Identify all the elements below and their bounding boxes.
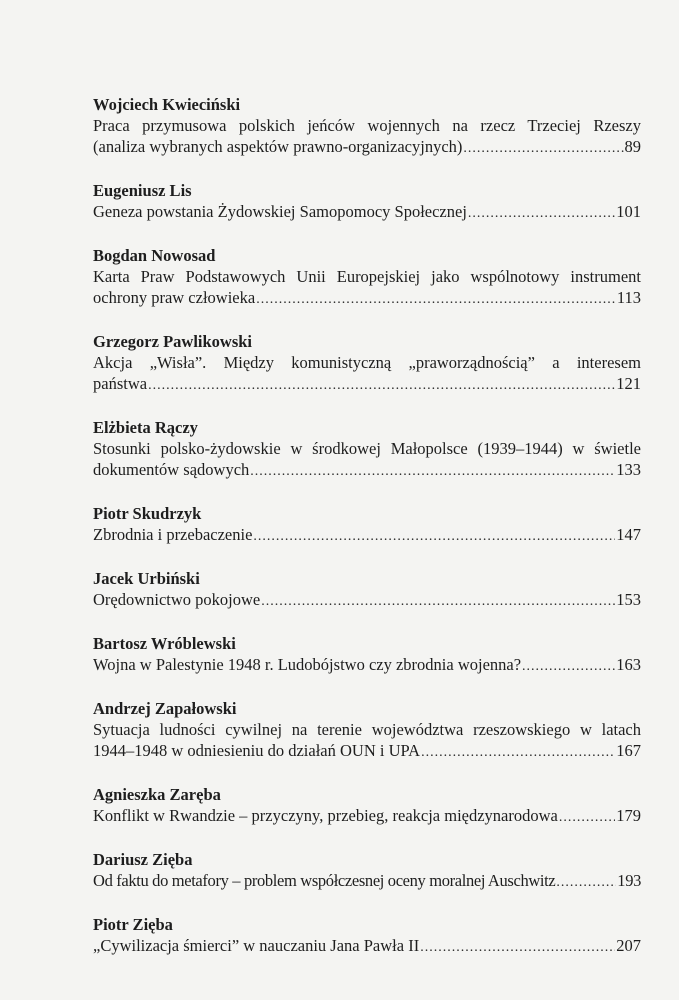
dot-leader xyxy=(421,742,615,763)
entry-page-number: 193 xyxy=(617,871,641,890)
entry-page-number: 167 xyxy=(616,741,641,760)
entry-title: Orędownictwo pokojowe xyxy=(93,590,261,609)
table-of-contents xyxy=(93,95,641,956)
entry-title-last-line xyxy=(93,740,641,761)
entry-page-number: 153 xyxy=(616,590,641,609)
entry-page-number: 147 xyxy=(616,525,641,544)
dot-leader xyxy=(253,526,615,547)
entry-author: Grzegorz Pawlikowski xyxy=(93,332,253,351)
entry-title: Wojna w Palestynie 1948 r. Ludobójstwo czy zbrodnia wojenna? xyxy=(93,655,522,674)
entry-page-number: 179 xyxy=(616,806,641,825)
dot-leader xyxy=(468,203,615,224)
entry-author: Bogdan Nowosad xyxy=(93,246,216,265)
entry-title-last-line xyxy=(93,589,641,610)
dot-leader xyxy=(559,807,615,828)
toc-entry xyxy=(93,246,641,308)
entry-title: Od faktu do metafory – problem współczesnej oceny moralnej Auschwitz xyxy=(93,871,556,890)
dot-leader xyxy=(250,461,615,482)
toc-entry xyxy=(93,915,641,956)
entry-title-last-line xyxy=(93,136,641,157)
entry-title: Geneza powstania Żydowskiej Samopomocy Społecznej xyxy=(93,202,467,221)
entry-title-line: Akcja „Wisła”. Między komunistyczną „praworządnością” a interesem xyxy=(93,353,641,372)
entry-title-last-line xyxy=(93,201,641,222)
entry-title-last-line xyxy=(93,870,641,891)
dot-leader xyxy=(556,872,616,893)
entry-author: Andrzej Zapałowski xyxy=(93,699,237,718)
entry-title-last-line xyxy=(93,935,641,956)
toc-entry xyxy=(93,418,641,480)
dot-leader xyxy=(256,289,616,310)
entry-page-number: 207 xyxy=(616,936,641,955)
dot-leader xyxy=(522,656,615,677)
entry-title: Zbrodnia i przebaczenie xyxy=(93,525,253,544)
entry-title: państwa xyxy=(93,374,148,393)
entry-author: Elżbieta Rączy xyxy=(93,418,198,437)
toc-entry xyxy=(93,785,641,826)
toc-entry xyxy=(93,504,641,545)
toc-entry xyxy=(93,569,641,610)
entry-title: (analiza wybranych aspektów prawno-organizacyjnych) xyxy=(93,137,463,156)
dot-leader xyxy=(148,375,615,396)
entry-title-line: Praca przymusowa polskich jeńców wojennych na rzecz Trzeciej Rzeszy xyxy=(93,116,641,135)
entry-title: ochrony praw człowieka xyxy=(93,288,256,307)
entry-title: Konflikt w Rwandzie – przyczyny, przebieg, reakcja międzynarodowa xyxy=(93,806,558,825)
toc-entry xyxy=(93,634,641,675)
entry-title-last-line xyxy=(93,654,641,675)
entry-author: Piotr Skudrzyk xyxy=(93,504,202,523)
entry-author: Eugeniusz Lis xyxy=(93,181,192,200)
entry-title-line: Karta Praw Podstawowych Unii Europejskiej jako wspólnotowy instrument xyxy=(93,267,641,286)
entry-title-last-line xyxy=(93,373,641,394)
entry-page-number: 113 xyxy=(616,288,641,307)
entry-title-line: Sytuacja ludności cywilnej na terenie województwa rzeszowskiego w latach xyxy=(93,720,641,739)
toc-entry xyxy=(93,181,641,222)
toc-entry xyxy=(93,850,641,891)
entry-title: dokumentów sądowych xyxy=(93,460,250,479)
dot-leader xyxy=(463,138,623,159)
entry-author: Bartosz Wróblewski xyxy=(93,634,236,653)
entry-author: Dariusz Zięba xyxy=(93,850,193,869)
entry-page-number: 101 xyxy=(616,202,641,221)
entry-title-last-line xyxy=(93,805,641,826)
dot-leader xyxy=(261,591,615,612)
entry-author: Agnieszka Zaręba xyxy=(93,785,221,804)
entry-page-number: 133 xyxy=(616,460,641,479)
entry-author: Piotr Zięba xyxy=(93,915,173,934)
dot-leader xyxy=(420,937,615,958)
entry-title-last-line xyxy=(93,459,641,480)
toc-entry xyxy=(93,332,641,394)
entry-page-number: 121 xyxy=(616,374,641,393)
entry-title: „Cywilizacja śmierci” w nauczaniu Jana Pawła II xyxy=(93,936,420,955)
toc-entry xyxy=(93,95,641,157)
entry-title: 1944–1948 w odniesieniu do działań OUN i UPA xyxy=(93,741,421,760)
entry-author: Wojciech Kwieciński xyxy=(93,95,241,114)
entry-page-number: 89 xyxy=(624,137,641,156)
toc-entry xyxy=(93,699,641,761)
entry-title-line: Stosunki polsko-żydowskie w środkowej Małopolsce (1939–1944) w świetle xyxy=(93,439,641,458)
entry-page-number: 163 xyxy=(616,655,641,674)
entry-author: Jacek Urbiński xyxy=(93,569,200,588)
entry-title-last-line xyxy=(93,524,641,545)
entry-title-last-line xyxy=(93,287,641,308)
